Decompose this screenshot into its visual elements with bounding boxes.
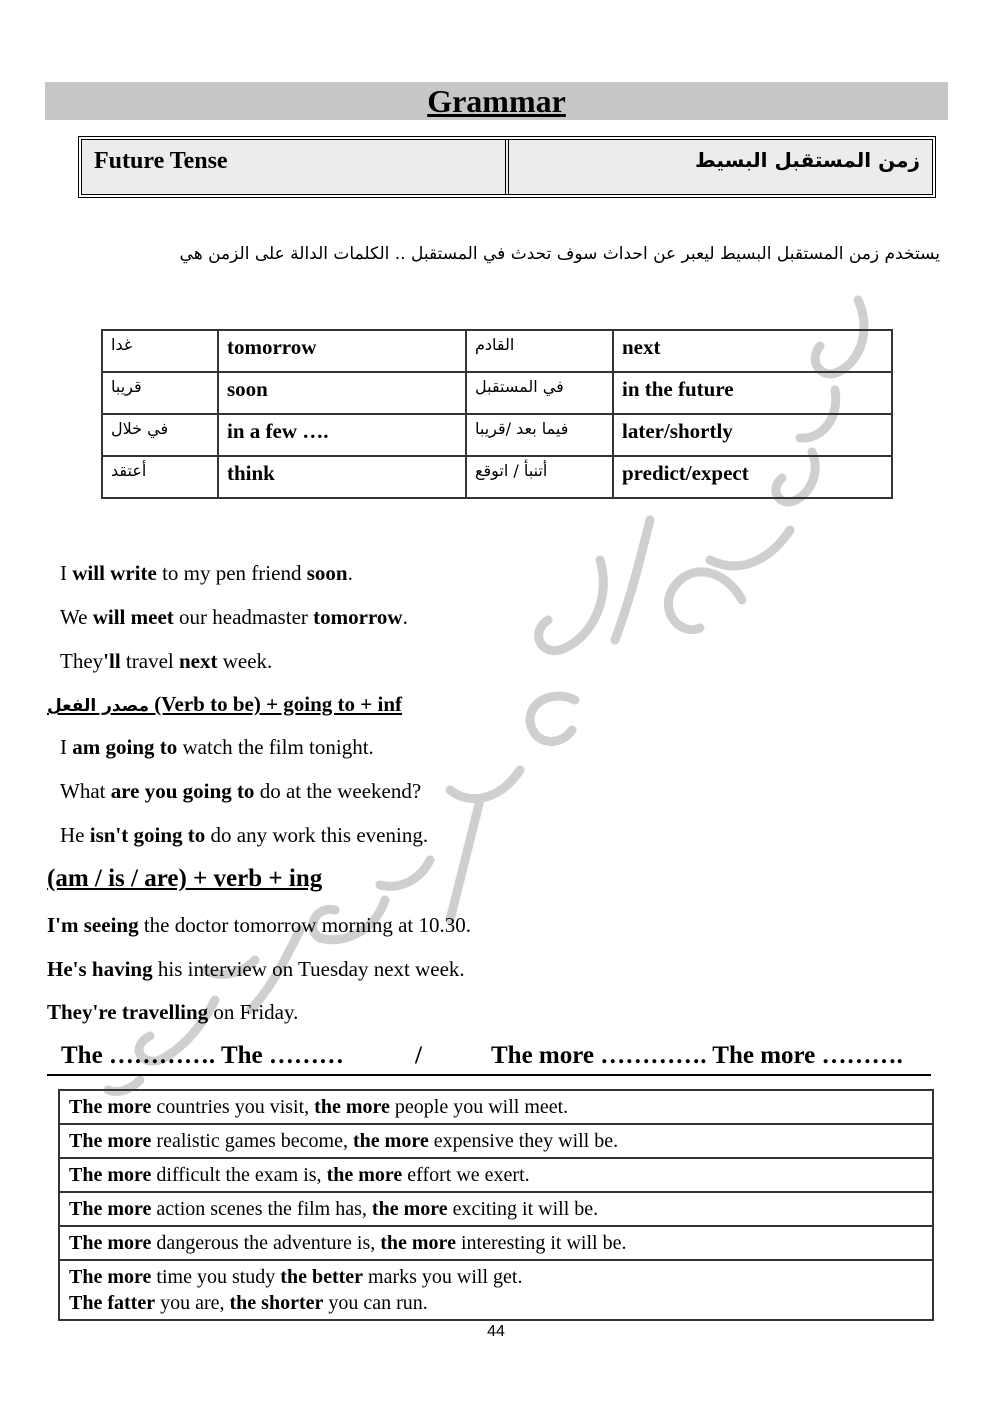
going-example	[60, 823, 428, 848]
text-bold: are you going to	[110, 779, 255, 803]
table-row	[102, 330, 892, 372]
page-title: Grammar	[427, 83, 566, 119]
text-bold: 'll	[103, 649, 121, 673]
text: What	[60, 779, 111, 803]
text: to my pen friend	[156, 561, 307, 585]
text-bold: the more	[314, 1096, 390, 1118]
table-cell-english: tomorrow	[218, 330, 466, 372]
text: our headmaster	[173, 605, 314, 629]
will-example	[60, 649, 272, 674]
table-row	[102, 456, 892, 498]
the-more-sentence	[69, 1128, 923, 1154]
table-cell	[59, 1158, 933, 1192]
table-row	[59, 1226, 933, 1260]
the-more-sentence	[69, 1264, 923, 1290]
text: difficult the exam is,	[151, 1164, 327, 1186]
text-bold: The more	[69, 1130, 152, 1152]
text: time you study	[151, 1266, 281, 1288]
text-bold: soon	[306, 561, 348, 585]
text-bold: The more	[69, 1096, 152, 1118]
text: his interview on Tuesday next week.	[152, 957, 465, 981]
text-bold: will meet	[92, 605, 174, 629]
text-bold: next	[178, 649, 218, 673]
table-row	[102, 372, 892, 414]
text-bold: tomorrow	[313, 605, 403, 629]
the-more-heading-right: The more …………. The more ……….	[491, 1042, 903, 1069]
text: watch the film tonight.	[177, 735, 374, 759]
table-cell-arabic: أعتقد	[102, 456, 218, 498]
text: the doctor tomorrow morning at 10.30.	[138, 913, 472, 937]
text: people you will meet.	[389, 1096, 569, 1118]
text: expensive they will be.	[428, 1130, 619, 1152]
the-more-sentence	[69, 1162, 923, 1188]
text: do at the weekend?	[254, 779, 422, 803]
text: exciting it will be.	[447, 1198, 599, 1220]
text: you are,	[155, 1292, 230, 1314]
text-bold: The more	[69, 1266, 152, 1288]
table-row	[59, 1158, 933, 1192]
text: dangerous the adventure is,	[151, 1232, 381, 1254]
table-cell-english: later/shortly	[613, 414, 892, 456]
text: countries you visit,	[151, 1096, 315, 1118]
table-row	[59, 1090, 933, 1124]
text-bold: The more	[69, 1232, 152, 1254]
table-cell	[59, 1090, 933, 1124]
table-cell	[59, 1260, 933, 1320]
text-bold: The more	[69, 1198, 152, 1220]
intro-arabic: يستخدم زمن المستقبل البسيط ليعبر عن احداث سوف تحدث في المستقبل .. الكلمات الدالة على الزمن هي	[179, 244, 940, 264]
text: I	[60, 735, 73, 759]
text-bold: the shorter	[229, 1292, 324, 1314]
text-bold: am going to	[72, 735, 178, 759]
text: marks you will get.	[363, 1266, 523, 1288]
the-more-heading-slash: /	[415, 1042, 422, 1069]
time-expressions-table	[101, 329, 893, 499]
table-cell-english: next	[613, 330, 892, 372]
the-more-table	[58, 1089, 934, 1321]
table-cell-english: predict/expect	[613, 456, 892, 498]
text-bold: the better	[280, 1266, 364, 1288]
table-cell	[59, 1124, 933, 1158]
table-cell-english: think	[218, 456, 466, 498]
going-rule-ar: مصدر الفعل	[47, 696, 150, 716]
table-cell-english: in the future	[613, 372, 892, 414]
text: realistic games become,	[151, 1130, 353, 1152]
going-example	[60, 735, 374, 760]
text: travel	[120, 649, 179, 673]
text: I	[60, 561, 73, 585]
the-more-sentence	[69, 1290, 923, 1316]
table-row	[102, 414, 892, 456]
tense-header-box	[78, 136, 936, 198]
text-bold: They're travelling	[47, 1000, 209, 1024]
text-bold: will write	[72, 561, 157, 585]
ing-example	[47, 913, 471, 938]
text: week.	[217, 649, 273, 673]
ing-example	[47, 957, 465, 982]
table-row	[59, 1192, 933, 1226]
text-bold: isn't going to	[89, 823, 206, 847]
text-bold: the more	[353, 1130, 429, 1152]
table-cell-english: soon	[218, 372, 466, 414]
text: interesting it will be.	[455, 1232, 627, 1254]
text: do any work this evening.	[205, 823, 429, 847]
text-bold: The more	[69, 1164, 152, 1186]
the-more-heading	[47, 1040, 931, 1076]
tense-title-ar: زمن المستقبل البسيط	[509, 140, 932, 194]
ing-rule: (am / is / are) + verb + ing	[47, 865, 323, 892]
the-more-sentence	[69, 1196, 923, 1222]
text: They	[60, 649, 104, 673]
text: We	[60, 605, 93, 629]
title-band	[45, 82, 948, 120]
table-cell-arabic: قريبا	[102, 372, 218, 414]
the-more-heading-left: The …………. The ………	[61, 1042, 344, 1069]
ing-example	[47, 1000, 298, 1025]
table-cell	[59, 1192, 933, 1226]
table-cell	[59, 1226, 933, 1260]
will-example	[60, 605, 408, 630]
tense-title-en: Future Tense	[82, 140, 509, 194]
text-bold: The fatter	[69, 1292, 156, 1314]
table-cell-english: in a few ….	[218, 414, 466, 456]
text-bold: He's having	[47, 957, 153, 981]
text: you can run.	[323, 1292, 428, 1314]
text: He	[60, 823, 90, 847]
table-cell-arabic: أتنبأ / اتوقع	[466, 456, 613, 498]
text: effort we exert.	[402, 1164, 530, 1186]
text-bold: the more	[380, 1232, 456, 1254]
table-cell-arabic: غدا	[102, 330, 218, 372]
going-to-rule	[47, 692, 402, 717]
table-row	[59, 1260, 933, 1320]
will-example	[60, 561, 353, 586]
text: .	[347, 561, 353, 585]
table-cell-arabic: فيما بعد /قريبا	[466, 414, 613, 456]
text-bold: the more	[326, 1164, 403, 1186]
the-more-sentence	[69, 1230, 923, 1256]
going-rule-en: (Verb to be) + going to + inf	[149, 692, 403, 716]
page-number: 44	[487, 1323, 505, 1340]
table-row	[59, 1124, 933, 1158]
table-cell-arabic: القادم	[466, 330, 613, 372]
the-more-sentence	[69, 1094, 923, 1120]
text: on Friday.	[208, 1000, 299, 1024]
text: .	[402, 605, 408, 629]
text: action scenes the film has,	[151, 1198, 372, 1220]
going-example	[60, 779, 421, 804]
table-cell-arabic: في خلال	[102, 414, 218, 456]
text-bold: the more	[371, 1198, 448, 1220]
table-cell-arabic: في المستقبل	[466, 372, 613, 414]
text-bold: I'm seeing	[47, 913, 139, 937]
